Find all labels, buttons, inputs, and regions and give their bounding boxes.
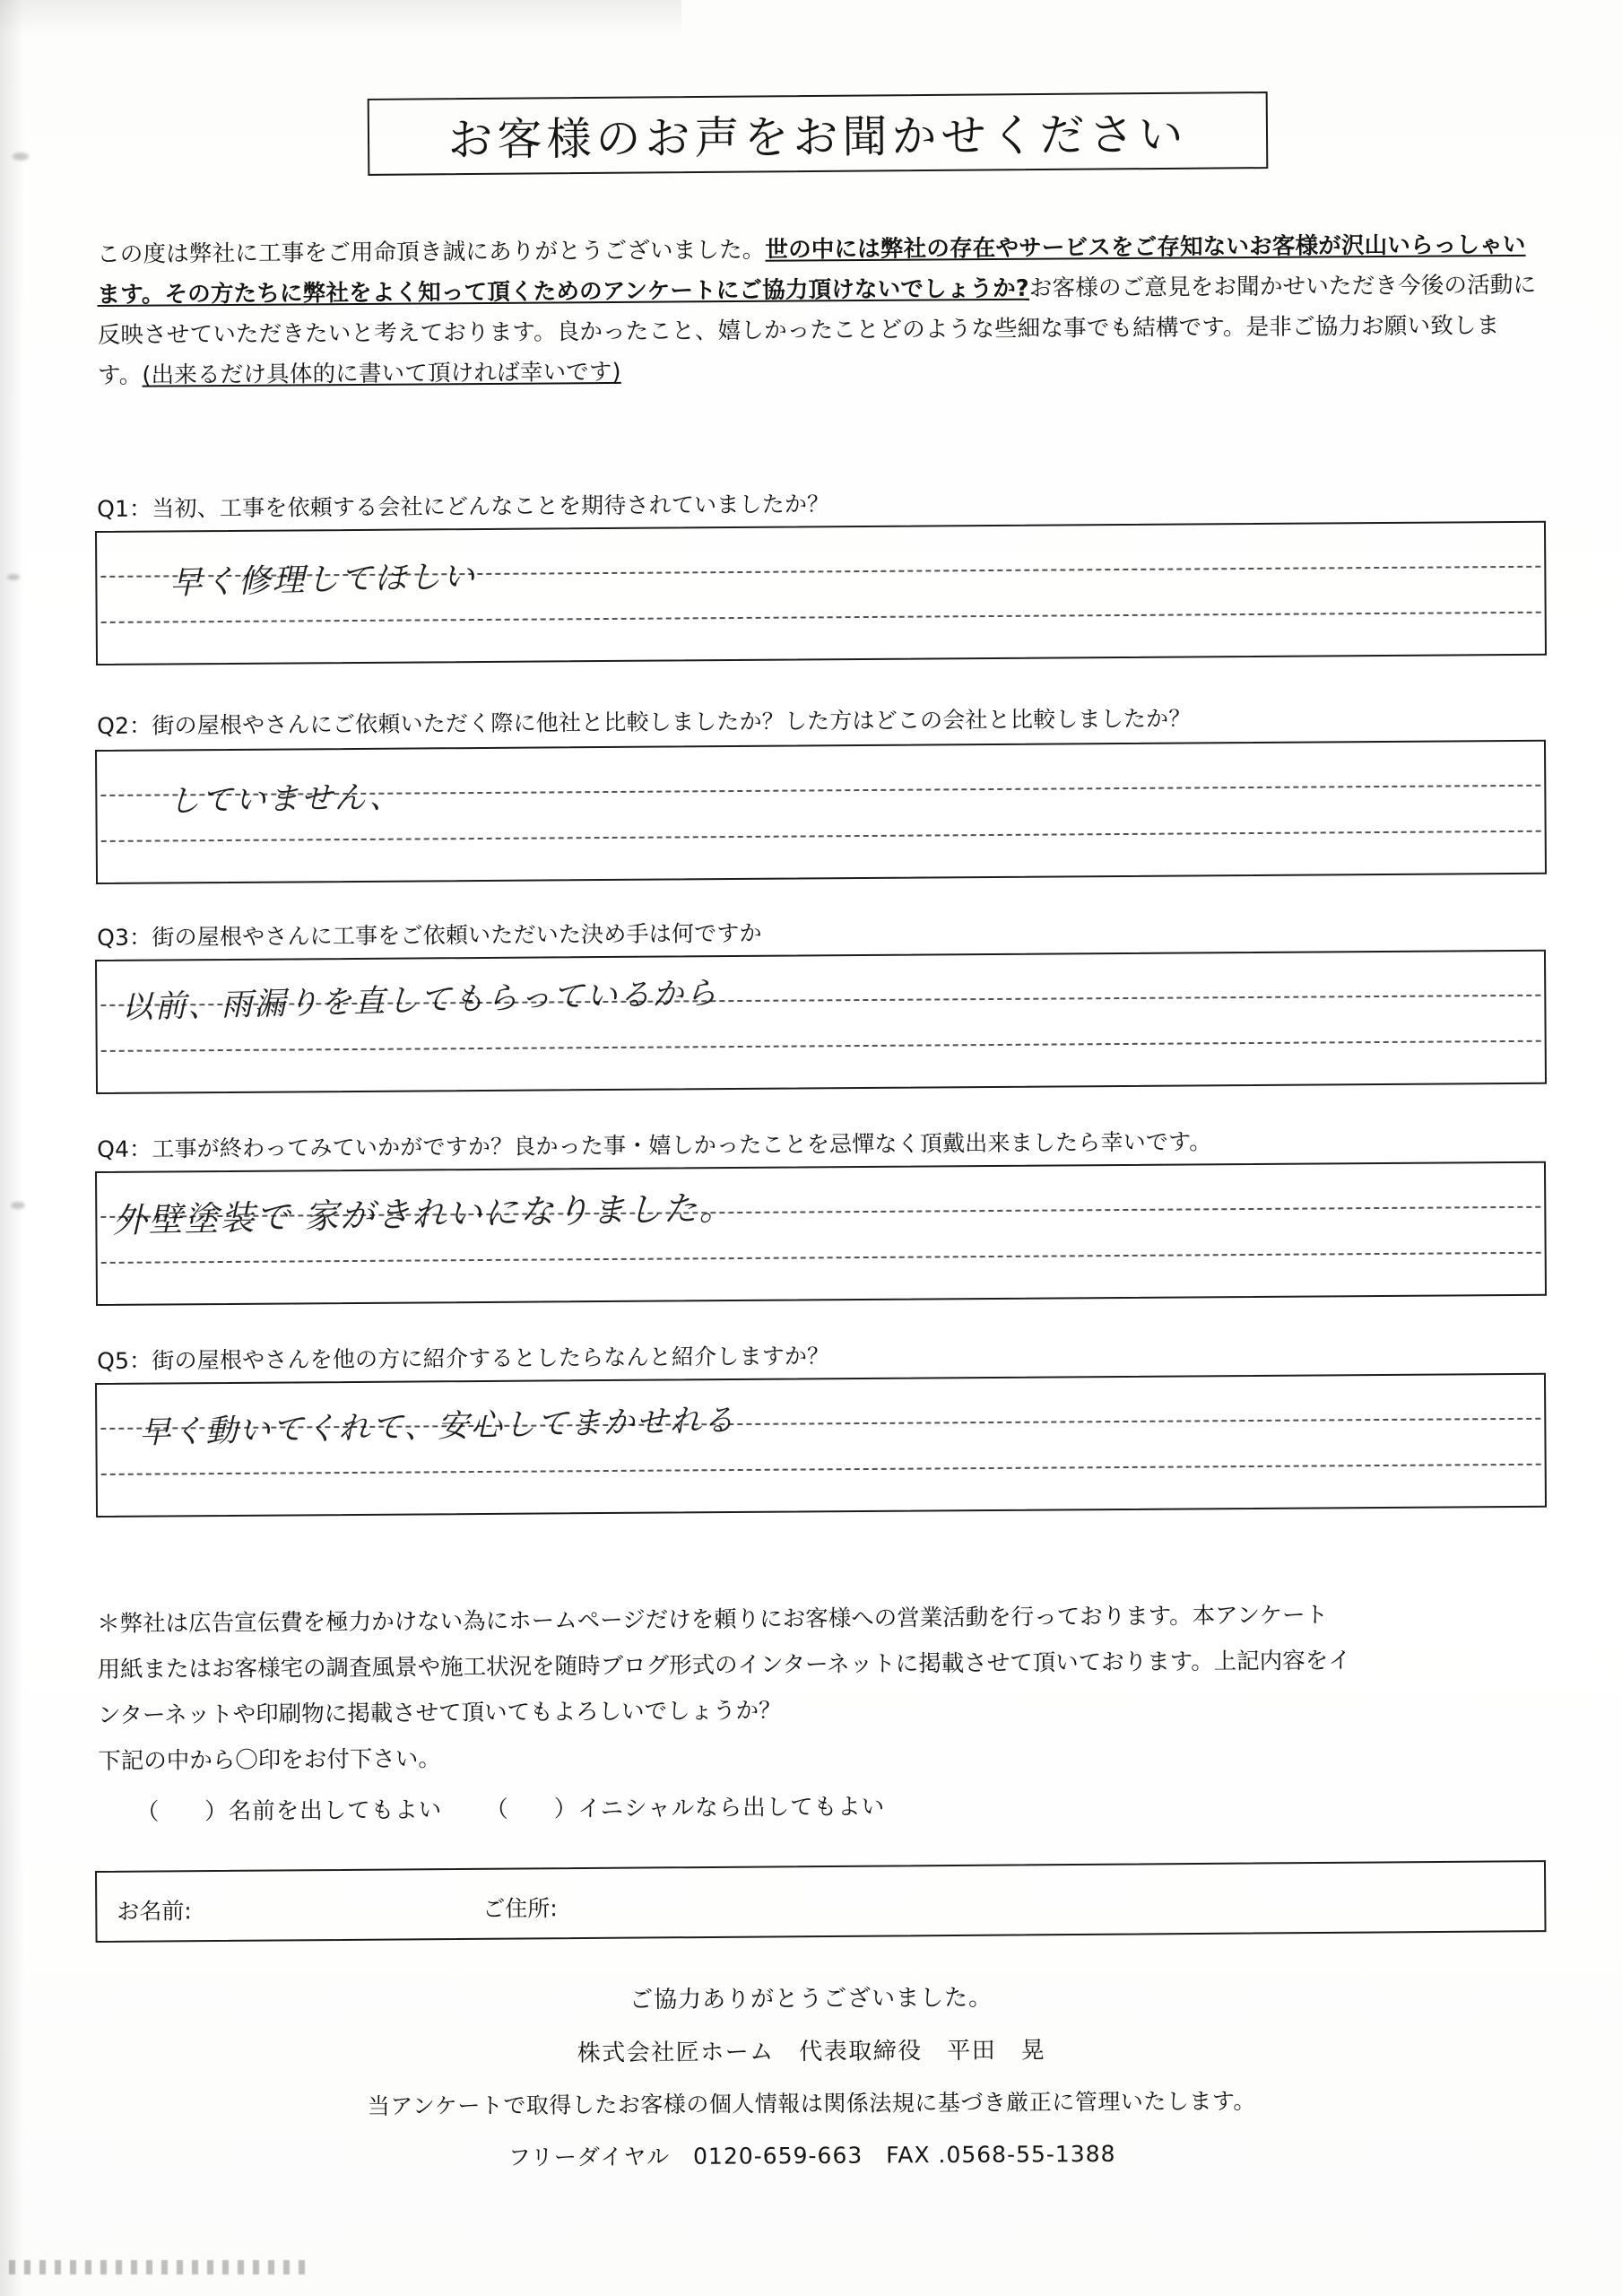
- consent-option-initial-open: （: [485, 1796, 509, 1823]
- question-5-handwritten-answer: 早く動いてくれて、安心してまかせれる: [139, 1403, 737, 1452]
- question-1-label: Q1：当初、工事を依頼する会社にどんなことを期待されていましたか？: [97, 491, 830, 522]
- footer-thanks: ご協力ありがとうございました。: [629, 1984, 993, 2014]
- intro-line1-part1: この度は弊社に工事をご用命頂き誠にありがとうございました。: [97, 236, 766, 268]
- footer-privacy-notice: 当アンケートで取得したお客様の個人情報は関係法規に基づき厳正に管理いたします。: [367, 2087, 1256, 2120]
- rule-line: [101, 612, 1541, 623]
- page-title-box: [368, 91, 1269, 176]
- question-2-label: Q2：街の屋根やさんにご依頼いただく際に他社と比較しましたか？した方はどこの会社と比較しましたか？: [97, 705, 1192, 739]
- notice-line-2: 用紙またはお客様宅の調査風景や施工状況を随時ブログ形式のインターネットに掲載させて頂いております。上記内容をイ: [97, 1647, 1351, 1683]
- question-3-handwritten-answer: 以前、雨漏りを直してもらっているから: [120, 975, 719, 1027]
- notice-line-1: ＊弊社は広告宣伝費を極力かけない為にホームページだけを頼りにお客様への営業活動を行っております。本アンケート: [97, 1601, 1329, 1638]
- notice-line-3: ンターネットや印刷物に掲載させて頂いてもよろしいでしょうか？: [97, 1697, 782, 1729]
- name-address-box[interactable]: [95, 1860, 1547, 1943]
- question-1-handwritten-answer: 早く修理してほしい: [169, 558, 477, 603]
- intro-line2-part1: 沢山いらっしゃいます。その方たちに弊社をよく知って頂くためのアンケートにご協力頂けないでしょうか?: [97, 230, 1526, 309]
- notice-line-4: 下記の中から〇印をお付下さい。: [98, 1745, 441, 1775]
- question-3-label: Q3：街の屋根やさんに工事をご依頼いただいた決め手は何ですか: [97, 919, 762, 951]
- intro-line4-part1: でも結構です。是非ご協力お願い致します。: [97, 312, 1500, 389]
- rule-line: [101, 831, 1541, 842]
- footer-company: 株式会社匠ホーム 代表取締役 平田 晃: [577, 2037, 1046, 2067]
- intro-line2-part2: お客様のご意見を: [1028, 274, 1214, 302]
- consent-option-name-label: ）名前を出してもよい: [204, 1796, 443, 1826]
- footer: [0, 1975, 1622, 2195]
- question-4-handwritten-answer: 外壁塗装で 家がきれいになりました。: [112, 1187, 735, 1241]
- question-2-handwritten-answer: していません、: [168, 778, 403, 821]
- consent-option-name-open: （: [135, 1798, 160, 1826]
- question-5-label: Q5：街の屋根やさんを他の方に紹介するとしたらなんと紹介しますか？: [97, 1343, 830, 1374]
- rule-line: [101, 1040, 1541, 1052]
- address-field-label: ご住所:: [482, 1895, 558, 1922]
- publication-consent-notice: [97, 1591, 1549, 1836]
- consent-choices: [99, 1779, 1549, 1836]
- rule-line: [101, 1464, 1541, 1475]
- footer-contact: フリーダイヤル 0120-659-663 FAX .0568-55-1388: [507, 2140, 1116, 2171]
- intro-line3: お聞かせいただき今後の活動に反映させていただきたいと考えております。良かったこと、嬉しかったことどのような些細な事: [97, 271, 1537, 349]
- rule-line: [101, 1252, 1541, 1264]
- intro-line1-part2: 世の中には弊社の存在やサービスをご存知ないお客様が: [765, 232, 1342, 264]
- intro-line4-part2: (出来るだけ具体的に書いて頂ければ幸いです): [142, 358, 621, 389]
- consent-option-initial-label: ）イニシャルなら出してもよい: [553, 1793, 886, 1823]
- page-title: お客様のお声をお聞かせください: [447, 108, 1188, 167]
- intro-paragraph: [97, 225, 1541, 396]
- question-4-label: Q4：工事が終わってみていかがですか？良かった事・嬉しかったことを忌憚なく頂戴出来ましたら幸いです。: [97, 1128, 1212, 1162]
- name-field-label: お名前:: [117, 1898, 192, 1925]
